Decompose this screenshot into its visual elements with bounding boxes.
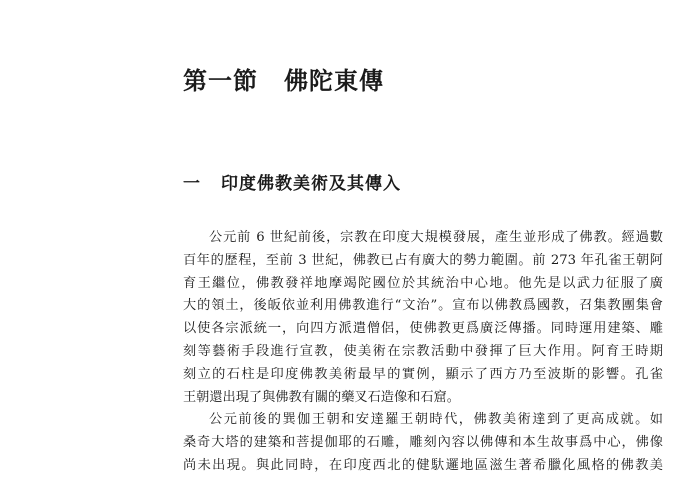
section-title: 印度佛教美術及其傳入 [221,174,401,194]
paragraph-1-line-6: 刻等藝術手段進行宣教，使美術在宗教活動中發揮了巨大作用。阿育王時期 [183,343,663,359]
paragraph-1-line-1: 公元前 6 世紀前後，宗教在印度大規模發展，產生並形成了佛教。經過數 [209,230,663,245]
section-heading [183,172,401,196]
paragraph-2-line-3: 尚未出現。與此同時，在印度西北的健馱邏地區滋生著希臘化風格的佛教美 [183,457,663,473]
chapter-title: 佛陀東傳 [284,66,384,95]
section-number: 一 [183,174,201,194]
paragraph-1-line-7: 刻立的石柱是印度佛教美術最早的實例，顯示了西方乃至波斯的影響。孔雀 [183,366,663,382]
body-text [183,227,663,478]
paragraph-2-line-2: 桑奇大塔的建築和菩提伽耶的石雕，雕刻內容以佛傳和本生故事爲中心，佛像 [183,435,663,451]
paragraph-1-line-5: 以使各宗派統一，向四方派遣僧侶，使佛教更爲廣泛傳播。同時運用建築、雕 [183,321,663,337]
chapter-heading [183,66,384,96]
paragraph-1-line-8: 王朝還出現了與佛教有關的藥叉石造像和石窟。 [183,389,460,405]
paragraph-2-line-1: 公元前後的巽伽王朝和安達羅王朝時代，佛教美術達到了更高成就。如 [209,412,663,428]
paragraph-1-line-4: 大的領土，後皈依並利用佛教進行“文治”。宣布以佛教爲國教，召集教團集會 [183,298,663,314]
chapter-number: 第一節 [183,66,258,95]
paragraph-1-line-3: 育王繼位，佛教發祥地摩竭陀國位於其統治中心地。他先是以武力征服了廣 [183,275,663,291]
paragraph-1-line-2: 百年的歷程，至前 3 世紀，佛教已占有廣大的勢力範圍。前 273 年孔雀王朝阿 [183,252,663,268]
